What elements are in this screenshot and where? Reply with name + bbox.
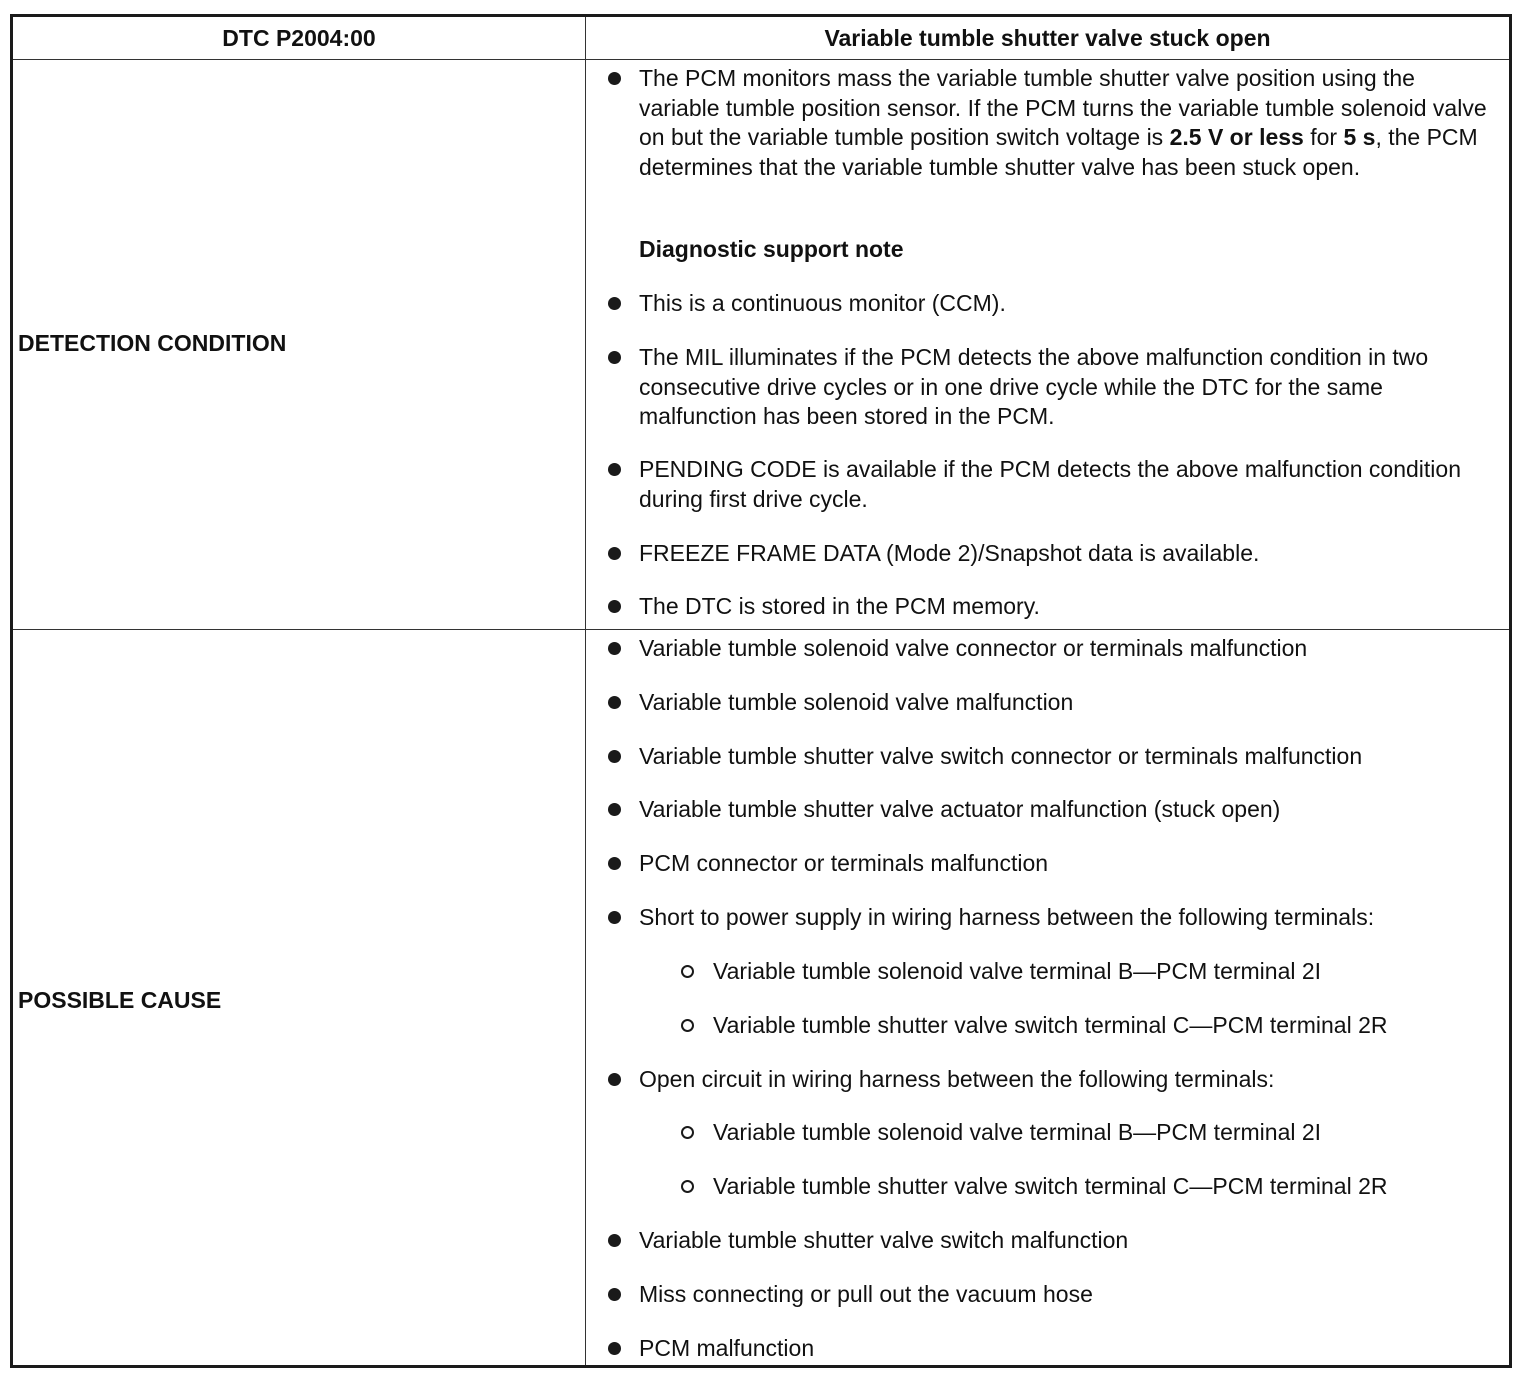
cause-item: Short to power supply in wiring harness between the following terminals:	[639, 903, 1487, 933]
cause-item: Miss connecting or pull out the vacuum hose	[639, 1280, 1487, 1310]
row-divider	[13, 629, 1509, 630]
possible-cause-label: POSSIBLE CAUSE	[18, 987, 222, 1013]
cause-subitem: Variable tumble solenoid valve terminal B—PCM terminal 2I	[713, 1118, 1493, 1148]
hollow-bullet-icon	[681, 965, 694, 978]
cause-item: Variable tumble shutter valve switch malfunction	[639, 1226, 1487, 1256]
cause-subitem: Variable tumble shutter valve switch terminal C—PCM terminal 2R	[713, 1172, 1493, 1202]
bullet-icon	[608, 351, 621, 364]
diagnostic-support-note-heading: Diagnostic support note	[639, 236, 904, 262]
cause-item: Variable tumble solenoid valve connector or terminals malfunction	[639, 634, 1487, 664]
bullet-icon	[608, 857, 621, 870]
bullet-icon	[608, 642, 621, 655]
cause-item: Variable tumble shutter valve switch connector or terminals malfunction	[639, 742, 1487, 772]
bullet-icon	[608, 1342, 621, 1355]
bullet-icon	[608, 297, 621, 310]
hollow-bullet-icon	[681, 1019, 694, 1032]
cause-subitem: Variable tumble solenoid valve terminal B—PCM terminal 2I	[713, 957, 1493, 987]
header-row-divider	[13, 59, 1509, 60]
hollow-bullet-icon	[681, 1126, 694, 1139]
detection-intro-item: The PCM monitors mass the variable tumble shutter valve position using the variable tumble position sensor. If the PCM turns the variable tumble solenoid valve on but the variable tumble position switch voltage is 2.5 V or less for 5 s, the PCM determines that the variable tumble shutter valve has been stuck open.	[639, 64, 1487, 182]
bullet-icon	[608, 750, 621, 763]
detection-item: The DTC is stored in the PCM memory.	[639, 592, 1487, 622]
cause-item: Variable tumble shutter valve actuator malfunction (stuck open)	[639, 795, 1487, 825]
bullet-icon	[608, 72, 621, 85]
hollow-bullet-icon	[681, 1180, 694, 1193]
cause-item: PCM connector or terminals malfunction	[639, 849, 1487, 879]
bullet-icon	[608, 463, 621, 476]
column-divider	[585, 17, 586, 1365]
detection-item: This is a continuous monitor (CCM).	[639, 289, 1487, 319]
detection-item: FREEZE FRAME DATA (Mode 2)/Snapshot data is available.	[639, 539, 1487, 569]
cause-item: Open circuit in wiring harness between the following terminals:	[639, 1065, 1487, 1095]
cause-subitem: Variable tumble shutter valve switch terminal C—PCM terminal 2R	[713, 1011, 1493, 1041]
cause-item: Variable tumble solenoid valve malfunction	[639, 688, 1487, 718]
bullet-icon	[608, 1073, 621, 1086]
bullet-icon	[608, 600, 621, 613]
bullet-icon	[608, 803, 621, 816]
dtc-title-header: Variable tumble shutter valve stuck open	[824, 24, 1271, 51]
bullet-icon	[608, 696, 621, 709]
dtc-code-header: DTC P2004:00	[222, 24, 376, 51]
bullet-icon	[608, 1288, 621, 1301]
detection-item: The MIL illuminates if the PCM detects the above malfunction condition in two consecutive drive cycles or in one drive cycle while the DTC for the same malfunction has been stored in the PCM.	[639, 343, 1487, 432]
detection-condition-label: DETECTION CONDITION	[18, 330, 287, 356]
bullet-icon	[608, 547, 621, 560]
cause-item: PCM malfunction	[639, 1334, 1487, 1364]
bullet-icon	[608, 1234, 621, 1247]
bullet-icon	[608, 911, 621, 924]
detection-item: PENDING CODE is available if the PCM detects the above malfunction condition during first drive cycle.	[639, 455, 1487, 514]
